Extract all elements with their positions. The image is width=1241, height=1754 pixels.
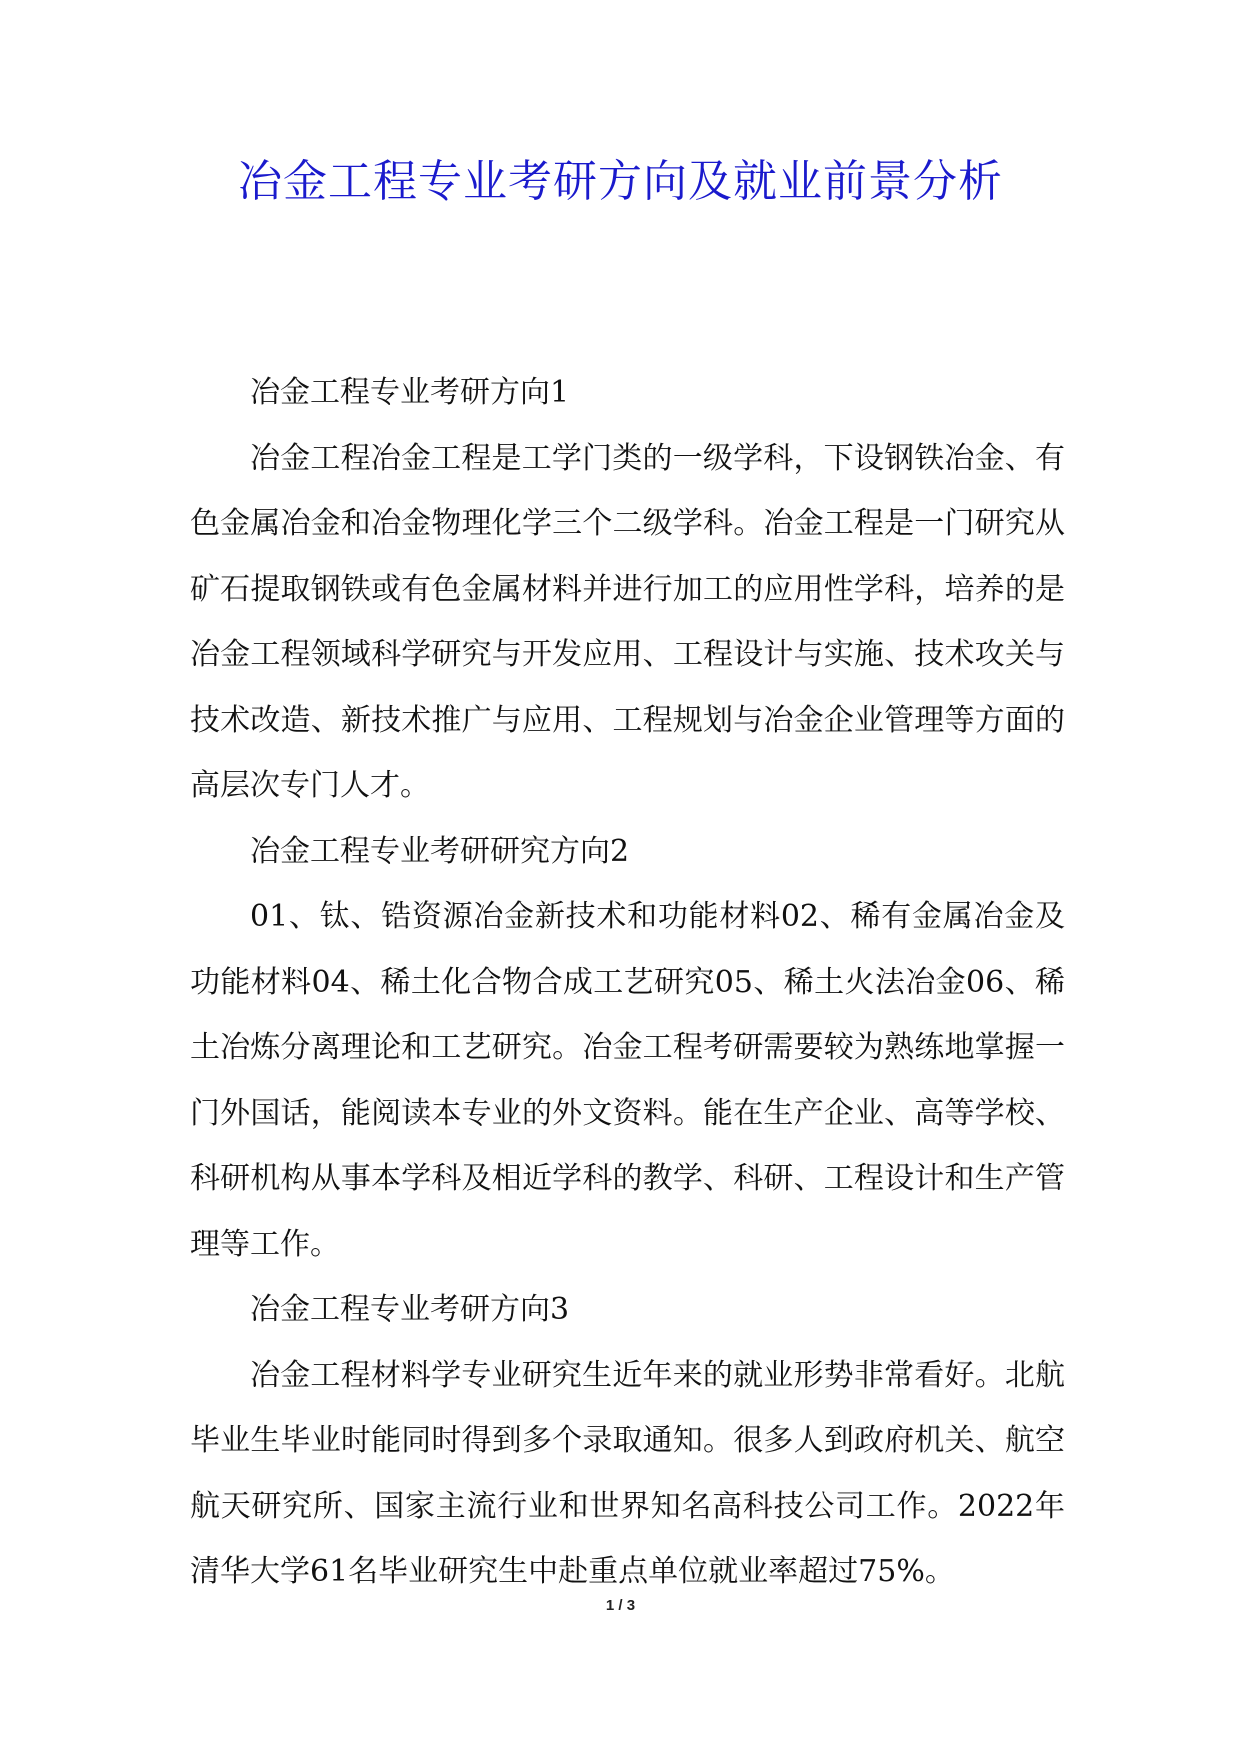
document-body — [190, 360, 1065, 1605]
section-heading-2: 冶金工程专业考研研究方向2 — [250, 833, 630, 869]
section-heading-3: 冶金工程专业考研方向3 — [250, 1292, 570, 1327]
document-title: 冶金工程专业考研方向及就业前景分析 — [238, 156, 1003, 207]
section-paragraph-2: 01、钛、锆资源冶金新技术和功能材料02、稀有金属冶金及功能材料04、稀土化合物合成工艺研究05、稀土火法冶金06、稀土冶炼分离理论和工艺研究。冶金工程考研需要较为熟练地掌握一门外国话，能阅读本专业的外文资料。能在生产企业、高等学校、科研机构从事本学科及相近学科的教学、科研、工程设计和生产管理等工作。 — [190, 899, 1065, 1262]
section-paragraph-1: 冶金工程冶金工程是工学门类的一级学科，下设钢铁冶金、有色金属冶金和冶金物理化学三个二级学科。冶金工程是一门研究从矿石提取钢铁或有色金属材料并进行加工的应用性学科，培养的是冶金工程领域科学研究与开发应用、工程设计与实施、技术攻关与技术改造、新技术推广与应用、工程规划与冶金企业管理等方面的高层次专门人才。 — [190, 440, 1065, 803]
section-paragraph-3: 冶金工程材料学专业研究生近年来的就业形势非常看好。北航毕业生毕业时能同时得到多个录取通知。很多人到政府机关、航空航天研究所、国家主流行业和世界知名高科技公司工作。2022年清华大学61名毕业研究生中赴重点单位就业率超过75%。 — [190, 1357, 1065, 1589]
page-number: 1 / 3 — [605, 1597, 636, 1614]
section-heading-1: 冶金工程专业考研方向1 — [250, 375, 570, 410]
